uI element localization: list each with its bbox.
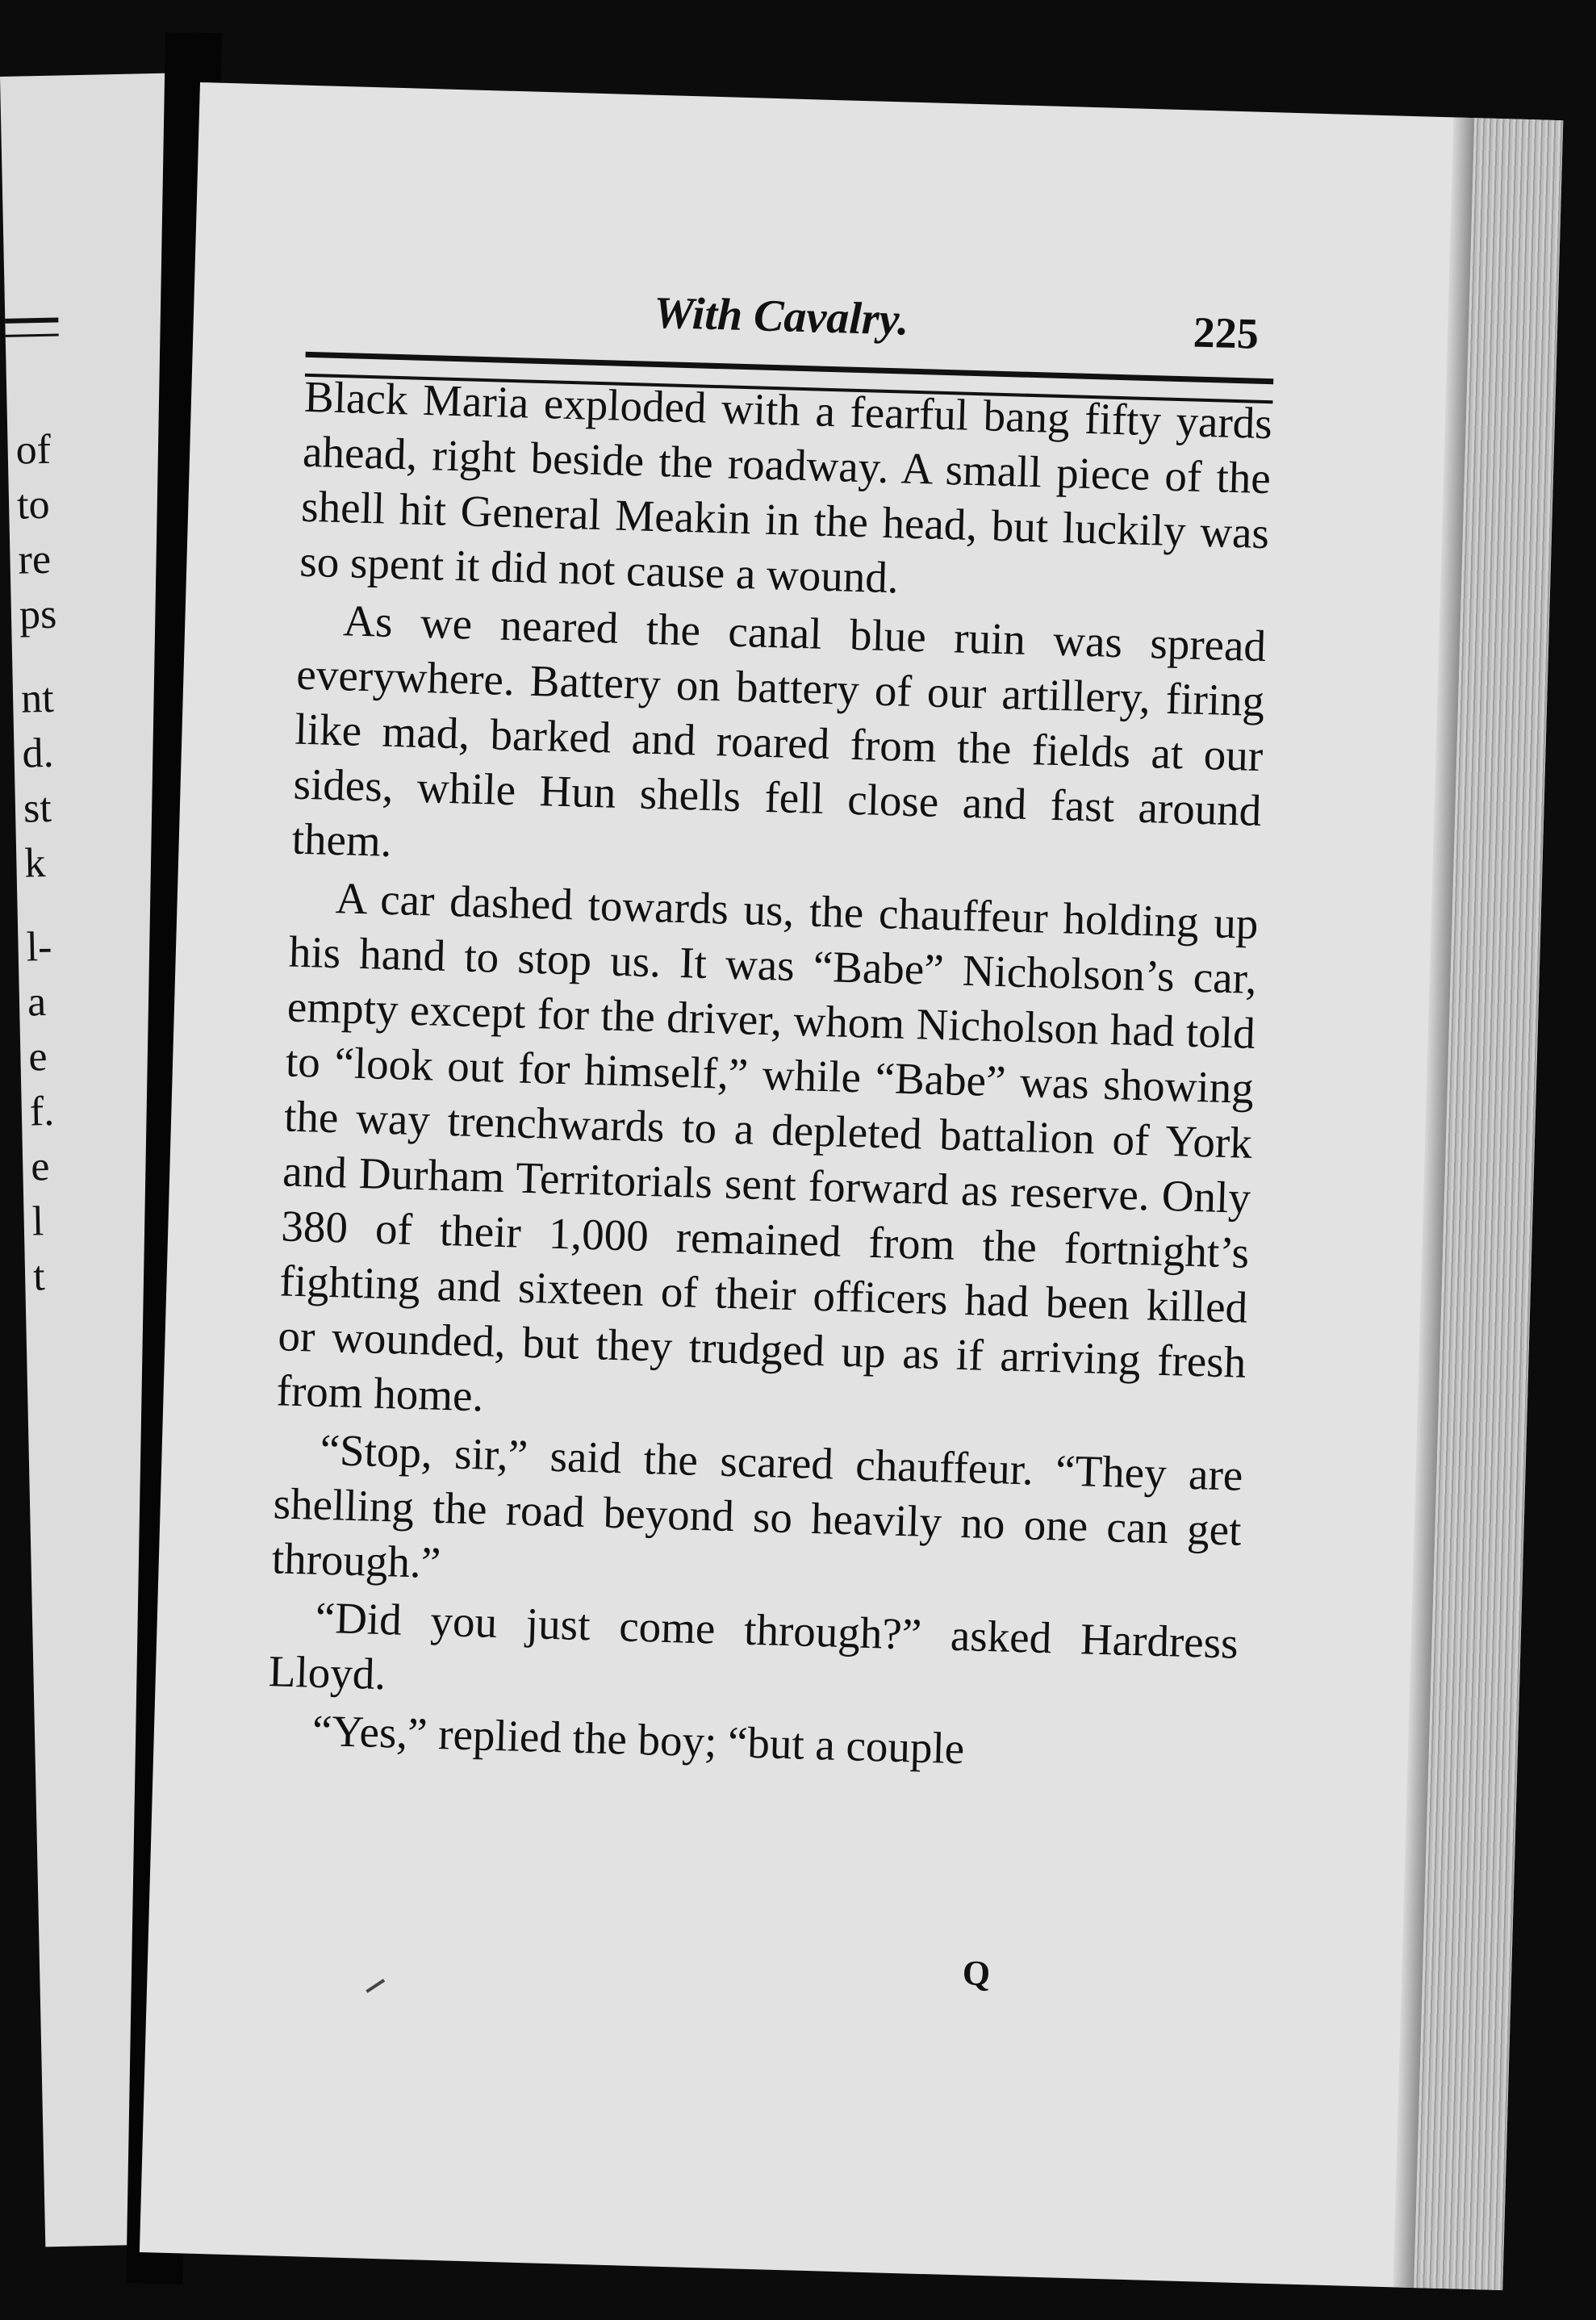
line-fragment: l <box>31 1198 44 1245</box>
line-fragment: st <box>23 784 52 832</box>
body-text <box>266 370 1273 1787</box>
book-page <box>140 82 1563 2290</box>
line-fragment: nt <box>20 675 55 722</box>
line-fragment: f. <box>29 1088 55 1135</box>
line-fragment: re <box>17 536 52 583</box>
paragraph: A car dashed towards us, the chauffeur holding up his hand to stop us. It was “Babe” Nicholson’s car, empty except for the driver, whom Nicholson had told to “look out for himself,” while “Babe” was showing the way trenchwards to a depleted battalion of York and Durham Territorials sent forward as reserve. Only 380 of their 1,000 remained from the fortnight’s fighting and sixteen of their officers had been killed or wounded, but they trudged up as if arriving fresh from home. <box>275 873 1260 1421</box>
line-fragment: ps <box>19 591 57 638</box>
paragraph: Black Maria exploded with a fearful bang fifty yards ahead, right beside the roadway. A small piece of the shell hit General Meakin in the head, but luckily was so spent it did not cause a wound. <box>299 371 1273 603</box>
line-fragment: d. <box>21 729 55 777</box>
paragraph: “Did you just come through?” asked Hardress Lloyd. <box>268 1592 1239 1699</box>
line-fragment: a <box>27 979 47 1026</box>
line-fragment: e <box>27 1034 48 1081</box>
previous-page-rule <box>5 318 58 337</box>
line-fragment: l- <box>26 923 52 971</box>
ink-mark <box>366 1979 385 1993</box>
line-fragment: k <box>23 840 47 887</box>
line-fragment: e <box>30 1143 50 1190</box>
line-fragment: to <box>16 481 51 529</box>
running-head: With Cavalry. <box>653 287 910 345</box>
page-number: 225 <box>1193 307 1260 358</box>
paragraph: As we neared the canal blue ruin was spread everywhere. Battery on battery of our artillery, firing like mad, barked and roared from the fields at our sides, while Hun shells fell close and fast around them. <box>291 596 1267 866</box>
paragraph: “Yes,” replied the boy; “but a couple <box>311 1705 966 1774</box>
line-fragment: t <box>32 1253 46 1300</box>
line-fragment: of <box>15 426 52 474</box>
signature-mark: Q <box>962 1953 991 1994</box>
paragraph: “Stop, sir,” said the scared chauffeur. “They are shelling the road beyond so heavily no one can get through.” <box>271 1424 1244 1588</box>
